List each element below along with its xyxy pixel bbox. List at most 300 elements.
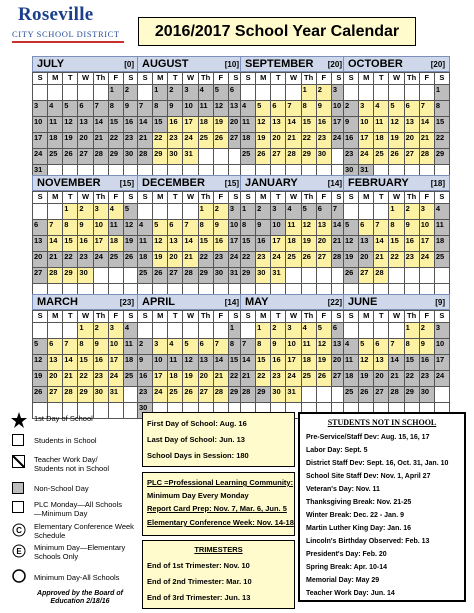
day-cell: 9 (256, 220, 271, 236)
weekday-header: F (108, 192, 123, 204)
day-cell: 22 (241, 252, 256, 268)
day-cell: 23 (256, 252, 271, 268)
weekday-header: S (33, 311, 48, 323)
day-cell: 6 (33, 220, 48, 236)
day-cell: 20 (359, 252, 374, 268)
day-cell: 13 (198, 355, 213, 371)
day-cell: 22 (389, 252, 404, 268)
day-cell: 24 (183, 133, 198, 149)
day-cell (183, 323, 198, 339)
weekday-header: S (228, 192, 243, 204)
day-cell: 10 (33, 117, 48, 133)
day-cell: 9 (344, 117, 359, 133)
day-cell: 27 (271, 149, 286, 165)
day-cell: 5 (183, 339, 198, 355)
day-cell: 6 (228, 85, 243, 101)
approval-note: Approved by the Board of Education 2/18/16 (37, 590, 123, 605)
day-cell: 14 (286, 117, 301, 133)
day-cell: 5 (344, 220, 359, 236)
day-cell: 10 (331, 101, 346, 117)
weekday-header: S (138, 311, 153, 323)
day-cell: 23 (344, 149, 359, 165)
day-cell: 16 (256, 236, 271, 252)
day-cell: 2 (93, 323, 108, 339)
day-cell (374, 323, 389, 339)
day-cell: 10 (93, 220, 108, 236)
month-header (343, 56, 450, 72)
day-cell: 14 (63, 355, 78, 371)
day-cell: 18 (123, 355, 138, 371)
weekday-header: F (419, 311, 434, 323)
day-cell: 23 (271, 371, 286, 387)
weekday-header: M (48, 311, 63, 323)
weekday-header: Th (301, 73, 316, 85)
month-july (32, 56, 139, 181)
teacher-work-day-icon (12, 455, 26, 469)
day-cell (153, 323, 168, 339)
month-header (32, 175, 139, 191)
day-cell: 9 (404, 220, 419, 236)
weekday-header: S (241, 73, 256, 85)
weekday-header: Th (198, 311, 213, 323)
day-cell: 19 (256, 133, 271, 149)
day-cell: 26 (389, 149, 404, 165)
day-cell: 16 (316, 117, 331, 133)
day-cell: 4 (123, 323, 138, 339)
day-cell: 10 (153, 355, 168, 371)
day-cell: 27 (374, 387, 389, 403)
day-cell: 17 (108, 355, 123, 371)
day-cell (434, 268, 449, 284)
weekday-header: T (63, 192, 78, 204)
day-cell: 5 (153, 220, 168, 236)
svg-text:C: C (16, 526, 22, 535)
day-cell: 20 (271, 133, 286, 149)
weekday-header: W (183, 192, 198, 204)
day-cell: 12 (359, 355, 374, 371)
weekday-header: W (286, 311, 301, 323)
day-cell (374, 85, 389, 101)
month-header (240, 175, 347, 191)
day-cell: 2 (168, 85, 183, 101)
day-cell: 4 (434, 204, 449, 220)
month-header (240, 294, 347, 310)
day-cell: 25 (434, 252, 449, 268)
day-cell: 24 (419, 252, 434, 268)
day-cell: 24 (359, 149, 374, 165)
weekday-header: S (331, 73, 346, 85)
day-cell: 6 (331, 323, 346, 339)
month-name: JULY (37, 58, 65, 70)
day-cell: 18 (198, 117, 213, 133)
day-cell: 27 (404, 149, 419, 165)
day-cell: 24 (271, 252, 286, 268)
month-table (343, 310, 450, 419)
month-name: MAY (245, 296, 269, 308)
legend-conference: Elementary Conference Week Schedule (34, 522, 134, 540)
day-cell: 21 (286, 133, 301, 149)
day-cell: 25 (108, 252, 123, 268)
day-cell: 12 (256, 117, 271, 133)
month-day-count: [18] (430, 178, 445, 188)
day-cell: 12 (344, 236, 359, 252)
day-cell: 3 (33, 101, 48, 117)
day-cell: 7 (183, 220, 198, 236)
weekday-header: T (374, 311, 389, 323)
day-cell: 2 (344, 101, 359, 117)
day-cell: 20 (374, 371, 389, 387)
month-name: OCTOBER (348, 58, 403, 70)
month-table (240, 72, 347, 181)
day-cell: 26 (213, 133, 228, 149)
weekday-header: T (168, 73, 183, 85)
month-january (240, 175, 347, 300)
month-name: AUGUST (142, 58, 189, 70)
day-cell: 27 (228, 133, 243, 149)
day-cell: 30 (78, 268, 93, 284)
day-cell: 13 (168, 236, 183, 252)
day-cell: 23 (78, 252, 93, 268)
day-cell: 18 (168, 371, 183, 387)
day-cell: 26 (123, 252, 138, 268)
district-logo (8, 4, 126, 50)
weekday-header: W (286, 73, 301, 85)
holiday-item: District Staff Dev: Sept. 16, Oct. 31, Jan. 10 (306, 460, 449, 467)
plc-box (142, 472, 295, 536)
day-cell: 26 (153, 268, 168, 284)
month-name: FEBRUARY (348, 177, 409, 189)
day-cell: 15 (108, 117, 123, 133)
day-cell: 13 (78, 117, 93, 133)
day-cell: 28 (183, 268, 198, 284)
day-cell: 15 (228, 355, 243, 371)
month-table (137, 310, 244, 419)
day-cell: 28 (419, 149, 434, 165)
day-cell: 11 (301, 339, 316, 355)
day-cell (389, 323, 404, 339)
month-header (240, 56, 347, 72)
weekday-header: Th (93, 311, 108, 323)
day-cell: 30 (123, 149, 138, 165)
day-cell: 18 (241, 133, 256, 149)
day-cell: 30 (316, 149, 331, 165)
day-cell: 18 (286, 236, 301, 252)
day-cell: 19 (63, 133, 78, 149)
student-day-swatch (12, 434, 24, 446)
day-cell: 15 (153, 117, 168, 133)
day-cell: 31 (228, 268, 243, 284)
day-cell: 14 (183, 236, 198, 252)
day-cell: 30 (168, 149, 183, 165)
day-cell: 21 (48, 252, 63, 268)
day-cell: 24 (33, 149, 48, 165)
month-day-count: [20] (327, 59, 342, 69)
day-cell (359, 323, 374, 339)
weekday-header: Th (301, 311, 316, 323)
day-cell: 20 (316, 236, 331, 252)
day-cell: 29 (108, 149, 123, 165)
weekday-header: M (153, 192, 168, 204)
day-cell: 29 (404, 387, 419, 403)
day-cell: 1 (404, 323, 419, 339)
weekday-header: S (123, 192, 138, 204)
month-name: APRIL (142, 296, 175, 308)
day-cell (359, 204, 374, 220)
day-cell: 14 (419, 117, 434, 133)
day-cell: 28 (213, 387, 228, 403)
day-cell: 6 (271, 101, 286, 117)
weekday-header: Th (198, 192, 213, 204)
month-table (32, 310, 139, 419)
holiday-item: Memorial Day: May 29 (306, 577, 380, 584)
day-cell: 11 (374, 117, 389, 133)
day-cell: 8 (256, 339, 271, 355)
weekday-header: Th (93, 73, 108, 85)
weekday-header: F (316, 192, 331, 204)
first-day-line: First Day of School: Aug. 16 (147, 419, 247, 428)
day-cell: 26 (301, 252, 316, 268)
legend-students: Students in School (34, 436, 97, 445)
month-february (343, 175, 450, 300)
month-march (32, 294, 139, 419)
page-title: 2016/2017 School Year Calendar (138, 17, 416, 46)
day-cell (108, 403, 123, 419)
day-cell: 26 (183, 387, 198, 403)
holiday-item: School Site Staff Dev: Nov. 1, April 27 (306, 473, 431, 480)
day-cell: 13 (271, 117, 286, 133)
day-cell: 24 (153, 387, 168, 403)
day-cell: 16 (78, 236, 93, 252)
day-cell: 19 (183, 371, 198, 387)
day-cell: 8 (108, 101, 123, 117)
day-cell: 29 (78, 387, 93, 403)
day-cell: 10 (419, 220, 434, 236)
day-cell: 7 (389, 339, 404, 355)
day-cell: 31 (359, 165, 374, 181)
month-name: JANUARY (245, 177, 298, 189)
day-cell: 13 (228, 101, 243, 117)
day-cell: 23 (123, 133, 138, 149)
day-cell: 26 (63, 149, 78, 165)
day-cell: 9 (123, 101, 138, 117)
day-cell: 28 (93, 149, 108, 165)
weekday-header: S (123, 73, 138, 85)
day-cell: 2 (138, 339, 153, 355)
legend-non-school: Non-School Day (34, 484, 89, 493)
month-table (240, 191, 347, 300)
month-name: SEPTEMBER (245, 58, 314, 70)
day-cell: 22 (404, 371, 419, 387)
day-cell: 8 (404, 339, 419, 355)
weekday-header: S (228, 311, 243, 323)
day-cell: 5 (63, 101, 78, 117)
day-cell (198, 149, 213, 165)
day-cell (301, 268, 316, 284)
day-cell: 29 (153, 149, 168, 165)
month-june (343, 294, 450, 419)
day-cell: 3 (434, 323, 449, 339)
day-cell: 11 (123, 339, 138, 355)
month-day-count: [10] (224, 59, 239, 69)
logo-rule (12, 41, 124, 43)
day-cell: 20 (331, 355, 346, 371)
weekday-header: S (434, 311, 449, 323)
day-cell: 29 (241, 268, 256, 284)
day-cell: 16 (168, 117, 183, 133)
day-cell: 22 (256, 371, 271, 387)
day-cell: 8 (301, 101, 316, 117)
holiday-item: Lincoln's Birthday Observed: Feb. 13 (306, 538, 430, 545)
day-cell: 25 (241, 149, 256, 165)
month-header (32, 56, 139, 72)
day-cell: 24 (331, 133, 346, 149)
day-cell (389, 85, 404, 101)
day-cell (256, 85, 271, 101)
day-cell (93, 85, 108, 101)
weekday-header: M (359, 192, 374, 204)
weekday-header: M (256, 192, 271, 204)
weekday-header: F (213, 192, 228, 204)
weekday-header: F (213, 311, 228, 323)
star-icon (10, 411, 28, 429)
day-cell: 29 (63, 268, 78, 284)
day-cell: 25 (48, 149, 63, 165)
plc-heading: PLC =Professional Learning Community: (147, 478, 294, 487)
day-cell (419, 85, 434, 101)
month-name: MARCH (37, 296, 78, 308)
weekday-header: W (389, 192, 404, 204)
day-cell: 26 (316, 371, 331, 387)
day-cell: 31 (286, 387, 301, 403)
day-cell: 8 (389, 220, 404, 236)
day-cell: 17 (228, 236, 243, 252)
day-cell: 9 (168, 101, 183, 117)
day-cell: 24 (434, 371, 449, 387)
day-cell (138, 85, 153, 101)
day-cell: 31 (108, 387, 123, 403)
weekday-header: Th (93, 192, 108, 204)
day-cell: 20 (48, 371, 63, 387)
day-cell: 14 (138, 117, 153, 133)
day-cell: 8 (228, 339, 243, 355)
weekday-header: W (78, 192, 93, 204)
month-day-count: [15] (224, 178, 239, 188)
day-cell: 30 (138, 403, 153, 419)
month-name: DECEMBER (142, 177, 205, 189)
day-cell (153, 204, 168, 220)
day-cell: 30 (271, 387, 286, 403)
day-cell (404, 85, 419, 101)
day-cell: 27 (331, 371, 346, 387)
day-cell: 21 (374, 252, 389, 268)
day-cell: 24 (108, 371, 123, 387)
day-cell: 28 (138, 149, 153, 165)
day-cell: 25 (301, 371, 316, 387)
day-cell: 4 (374, 101, 389, 117)
day-cell: 16 (213, 236, 228, 252)
day-cell (344, 204, 359, 220)
day-cell: 13 (374, 355, 389, 371)
day-cell: 1 (198, 204, 213, 220)
day-cell: 1 (389, 204, 404, 220)
day-cell: 12 (153, 236, 168, 252)
day-cell: 25 (344, 387, 359, 403)
day-cell: 15 (63, 236, 78, 252)
day-cell: 22 (108, 133, 123, 149)
day-cell: 6 (359, 220, 374, 236)
day-cell: 14 (389, 355, 404, 371)
day-cell: 8 (78, 339, 93, 355)
day-cell (63, 85, 78, 101)
weekday-header: Th (198, 73, 213, 85)
day-cell (434, 387, 449, 403)
weekday-header: F (213, 73, 228, 85)
day-cell: 28 (374, 268, 389, 284)
day-cell: 3 (271, 204, 286, 220)
day-cell: 2 (419, 323, 434, 339)
day-cell: 10 (271, 220, 286, 236)
holiday-item: Labor Day: Sept. 5 (306, 447, 368, 454)
day-cell (286, 268, 301, 284)
weekday-header: Th (404, 73, 419, 85)
day-cell: 6 (374, 339, 389, 355)
day-cell (78, 85, 93, 101)
weekday-header: S (228, 73, 243, 85)
month-may (240, 294, 347, 419)
month-header (32, 294, 139, 310)
month-table (137, 72, 244, 181)
day-cell: 8 (241, 220, 256, 236)
month-header (343, 175, 450, 191)
weekday-header: S (33, 73, 48, 85)
holiday-item: Winter Break: Dec. 22 - Jan. 9 (306, 512, 404, 519)
students-not-in-school-box (298, 412, 466, 602)
day-cell: 8 (153, 101, 168, 117)
day-cell: 21 (331, 236, 346, 252)
day-cell (48, 204, 63, 220)
day-cell (301, 387, 316, 403)
day-cell: 3 (183, 85, 198, 101)
day-cell: 31 (183, 149, 198, 165)
day-cell: 16 (123, 117, 138, 133)
day-cell: 25 (374, 149, 389, 165)
day-cell (48, 323, 63, 339)
month-day-count: [9] (435, 297, 445, 307)
day-cell: 26 (359, 387, 374, 403)
day-cell: 28 (241, 387, 256, 403)
trimester-3: End of 3rd Trimester: Jun. 13 (147, 593, 251, 602)
day-cell (168, 204, 183, 220)
day-cell: 17 (419, 236, 434, 252)
month-table (32, 72, 139, 181)
day-cell: 14 (48, 236, 63, 252)
day-cell: 5 (389, 101, 404, 117)
day-cell: 28 (331, 252, 346, 268)
day-cell: 20 (33, 252, 48, 268)
day-cell: 4 (286, 204, 301, 220)
day-cell: 11 (198, 101, 213, 117)
day-cell: 7 (138, 101, 153, 117)
day-cell (168, 323, 183, 339)
month-day-count: [14] (224, 297, 239, 307)
weekday-header: W (78, 311, 93, 323)
weekday-header: M (256, 311, 271, 323)
day-cell: 7 (241, 339, 256, 355)
weekday-header: F (419, 192, 434, 204)
weekday-header: Th (404, 311, 419, 323)
day-cell: 15 (404, 355, 419, 371)
day-cell: 17 (359, 133, 374, 149)
